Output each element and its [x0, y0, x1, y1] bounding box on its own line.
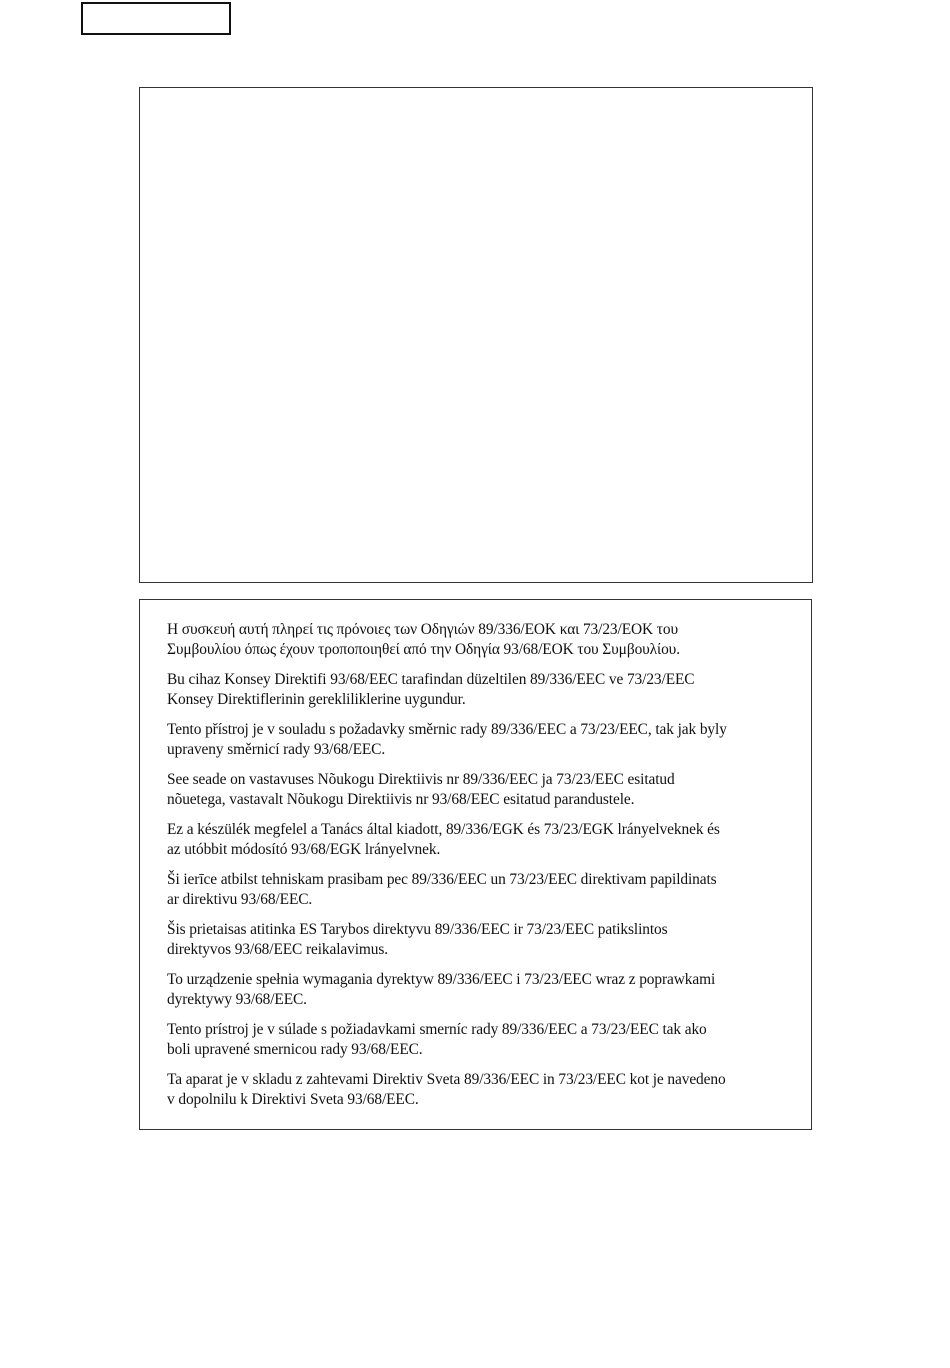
compliance-paragraph-slovak: [167, 1020, 797, 1060]
paragraph-line: boli upravené smernicou rady 93/68/EEC.: [167, 1041, 423, 1058]
paragraph-line: az utóbbit módosító 93/68/EGK lrányelvnek.: [167, 841, 441, 858]
compliance-paragraph-turkish: [167, 670, 797, 710]
paragraph-line: Tento prístroj je v súlade s požiadavkami smerníc rady 89/336/EEC a 73/23/EEC tak ako: [167, 1021, 707, 1038]
paragraph-line: dyrektywy 93/68/EEC.: [167, 991, 307, 1008]
compliance-paragraph-slovenian: [167, 1070, 797, 1110]
paragraph-line: nõuetega, vastavalt Nõukogu Direktiivis nr 93/68/EEC esitatud parandustele.: [167, 791, 635, 808]
paragraph-line: Ta aparat je v skladu z zahtevami Direktiv Sveta 89/336/EEC in 73/23/EEC kot je navedeno: [167, 1071, 726, 1088]
paragraph-line: To urządzenie spełnia wymagania dyrektyw 89/336/EEC i 73/23/EEC wraz z poprawkami: [167, 971, 716, 988]
compliance-paragraph-lithuanian: [167, 920, 797, 960]
compliance-paragraph-czech: [167, 720, 797, 760]
paragraph-line: Šis prietaisas atitinka ES Tarybos direktyvu 89/336/EEC ir 73/23/EEC patikslintos: [167, 921, 668, 938]
paragraph-line: Tento přístroj je v souladu s požadavky směrnic rady 89/336/EEC a 73/23/EEC, tak jak byly: [167, 721, 727, 738]
empty-frame: [139, 87, 813, 583]
paragraph-line: Η συσκευή αυτή πληρεί τις πρόνοιες των Οδηγιών 89/336/ΕΟΚ και 73/23/ΕΟΚ του: [167, 621, 678, 638]
paragraph-line: Ez a készülék megfelel a Tanács által kiadott, 89/336/EGK és 73/23/EGK lrányelveknek és: [167, 821, 720, 838]
compliance-paragraph-latvian: [167, 870, 797, 910]
paragraph-line: v dopolnilu k Direktivi Sveta 93/68/EEC.: [167, 1091, 419, 1108]
compliance-paragraph-estonian: [167, 770, 797, 810]
paragraph-line: upraveny směrnicí rady 93/68/EEC.: [167, 741, 386, 758]
compliance-paragraph-hungarian: [167, 820, 797, 860]
paragraph-line: See seade on vastavuses Nõukogu Direktiivis nr 89/336/EEC ja 73/23/EEC esitatud: [167, 771, 675, 788]
paragraph-line: Konsey Direktiflerinin gerekliliklerine uygundur.: [167, 691, 466, 708]
label-box: [81, 2, 231, 35]
compliance-paragraph-greek: [167, 620, 797, 660]
paragraph-line: direktyvos 93/68/EEC reikalavimus.: [167, 941, 389, 958]
paragraph-line: ar direktivu 93/68/EEC.: [167, 891, 313, 908]
paragraph-line: Συμβουλίου όπως έχουν τροποποιηθεί από την Οδηγία 93/68/ΕΟΚ του Συμβουλίου.: [167, 641, 680, 658]
paragraph-line: Ši ierīce atbilst tehniskam prasibam pec 89/336/EEC un 73/23/EEC direktivam papildinats: [167, 871, 717, 888]
compliance-text-frame: [139, 599, 812, 1130]
paragraph-line: Bu cihaz Konsey Direktifi 93/68/EEC tarafindan düzeltilen 89/336/EEC ve 73/23/EEC: [167, 671, 695, 688]
compliance-paragraph-polish: [167, 970, 797, 1010]
